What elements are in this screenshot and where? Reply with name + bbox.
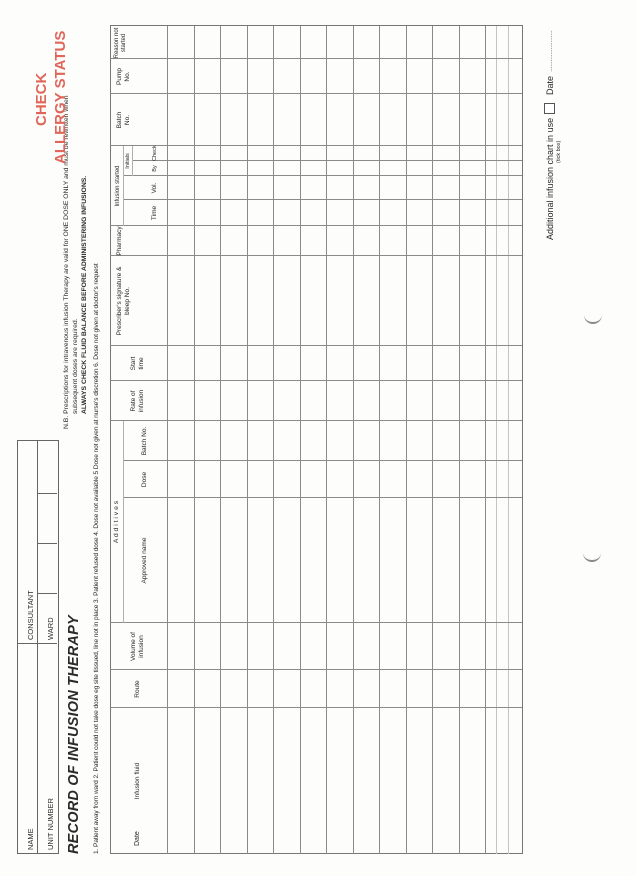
nb-line-3: ALWAYS CHECK FLUID BALANCE BEFORE ADMINISTERING INFUSIONS. — [81, 175, 88, 414]
additional-chart-checkbox[interactable] — [544, 103, 555, 114]
date-label: Date — [545, 75, 555, 95]
check-allergy-line-2: ALLERGY STATUS — [52, 30, 69, 164]
col-pharmacy: Pharmacy — [116, 226, 123, 256]
col-rate-line1: Rate of — [130, 390, 137, 412]
col-pump-line1: Pump — [116, 68, 123, 85]
tick-box-label: (tick box) — [556, 140, 562, 163]
nb-line-2: subsequent doses are required. — [72, 318, 79, 414]
col-dose: Dose — [141, 471, 148, 488]
col-volume-line2: infusion — [138, 635, 145, 658]
col-pump-line2: No. — [124, 71, 131, 82]
col-infusion-fluid: Infusion fluid — [134, 762, 141, 800]
col-check: Check — [152, 145, 158, 161]
col-batch-no: Batch No. — [141, 426, 148, 456]
col-volume-line1: Volume of — [130, 632, 137, 661]
col-start-line1: Start — [130, 356, 137, 371]
date-field[interactable]: ........................ — [545, 30, 554, 72]
col-route: Route — [134, 680, 141, 698]
col-reason-line1: Reason not — [114, 27, 120, 59]
ward-label: WARD — [46, 617, 55, 640]
col-prescriber-line2: bleep No. — [124, 287, 131, 315]
page-title: RECORD OF INFUSION THERAPY — [66, 615, 82, 854]
col-prescriber-line1: Prescriber's signature & — [116, 266, 123, 336]
col-batch-line1: Batch — [116, 111, 123, 129]
col-approved-name: Approved name — [141, 537, 148, 584]
col-initials-group: Initials — [125, 153, 131, 169]
col-by: By — [152, 165, 158, 172]
unit-number-label: UNIT NUMBER — [46, 798, 55, 850]
nb-line-1: N.B. Prescriptions for intravenous infusion Therapy are valid for ONE DOSE ONLY and must be rewritten when — [63, 95, 70, 429]
col-time: Time — [151, 205, 158, 221]
col-rate-line2: infusion — [138, 389, 145, 413]
col-reason-line2: started — [121, 33, 127, 53]
col-vol: Vol. — [151, 182, 158, 194]
col-infusion-started-group: Infusion started — [115, 165, 121, 207]
consultant-label: CONSULTANT — [26, 590, 35, 640]
reason-codes-line: 1. Patient away from ward 2. Patient could not take dose eg site tissued, line not in place 3. Patient refused dose 4. Dose not available 5 Dose not given at nurse's discretion 6. Dose not given at doctor's request — [93, 263, 100, 854]
additional-chart-label: Additional infusion chart in use — [545, 117, 555, 240]
col-start-line2: time — [138, 357, 145, 370]
col-additives-group: A d d i t i v e s — [113, 500, 120, 544]
col-date: Date — [134, 831, 141, 846]
col-batch-line2: No. — [124, 114, 131, 126]
name-label: NAME — [26, 828, 35, 850]
check-allergy-line-1: CHECK — [33, 72, 50, 126]
